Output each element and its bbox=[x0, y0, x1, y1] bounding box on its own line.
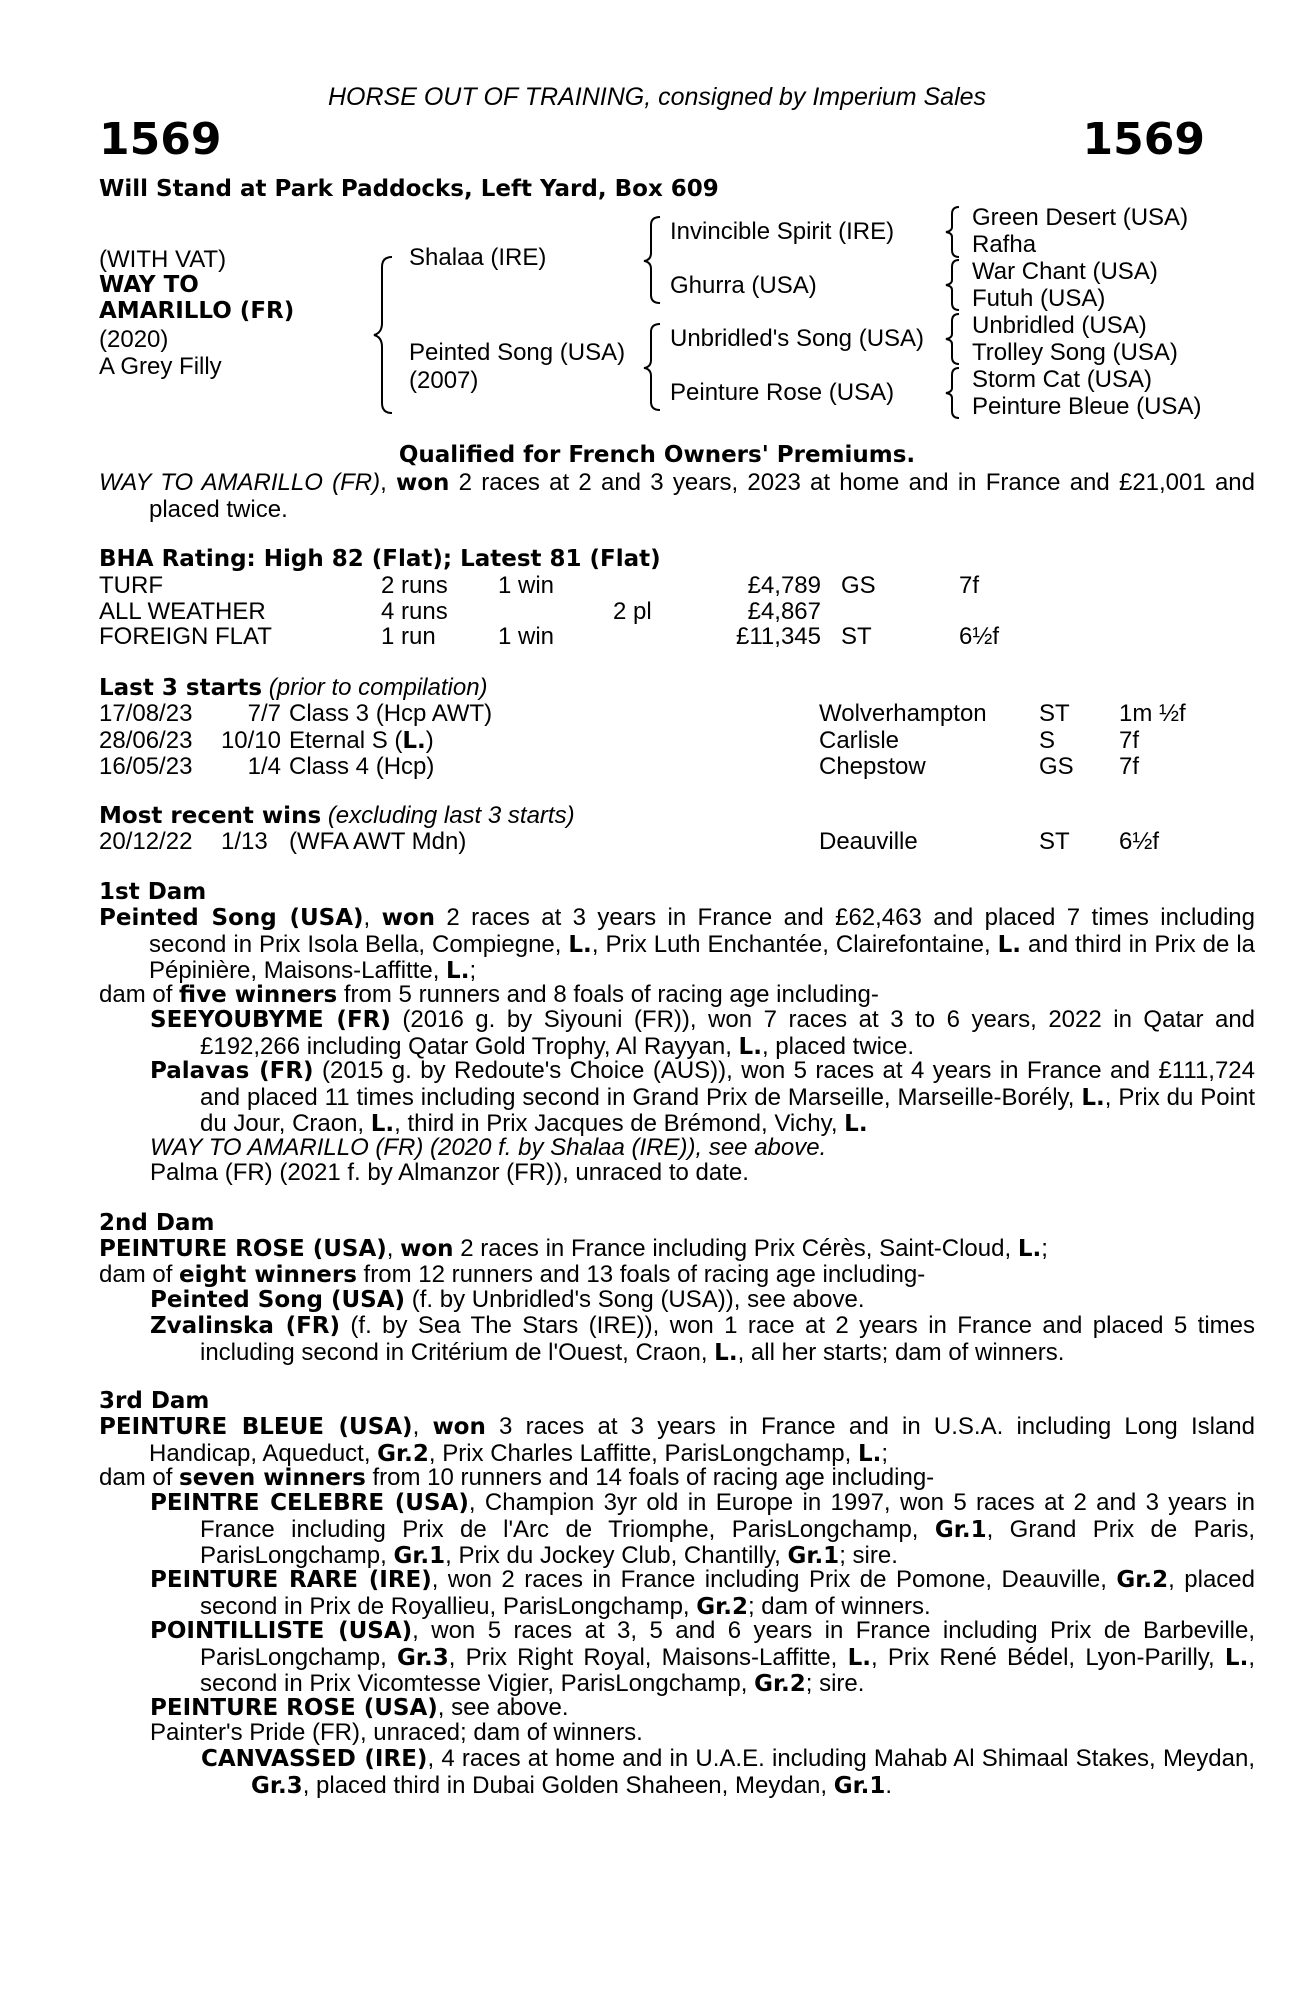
summary-horse-name: WAY TO AMARILLO (FR) bbox=[99, 469, 381, 496]
horse-year: (2020) bbox=[99, 326, 169, 353]
pedigree-sire-sire: Invincible Spirit (IRE) bbox=[670, 218, 895, 245]
lot-number-right: 1569 bbox=[1082, 114, 1205, 165]
ratings-table bbox=[99, 573, 1019, 650]
dam1-record: Peinted Song (USA), won 2 races at 3 years in France and £62,463 and placed 7 times including second in Prix Isola Bella, Compiegne, L., Prix Luth Enchantée, Clairefontaine, L. and third in Prix de la Pépinière, Maisons-Laffitte, L.; bbox=[99, 904, 1256, 985]
last3-table bbox=[99, 701, 1209, 781]
table-row: 17/08/23 7/7 Class 3 (Hcp AWT) Wolverhampton ST 1m ½f bbox=[99, 700, 1186, 727]
dam1-progeny-3: WAY TO AMARILLO (FR) (2020 f. by Shalaa (IRE)), see above. bbox=[150, 1134, 827, 1161]
last3-heading: Last 3 starts (prior to compilation) bbox=[99, 674, 488, 701]
pedigree-dam-sire: Unbridled's Song (USA) bbox=[670, 325, 925, 352]
dam1-progeny-4: Palma (FR) (2021 f. by Almanzor (FR)), unraced to date. bbox=[150, 1159, 749, 1186]
horse-description: A Grey Filly bbox=[99, 353, 222, 380]
premiums-note: Qualified for French Owners' Premiums. bbox=[398, 442, 916, 468]
pedigree-brace-g12 bbox=[942, 205, 964, 259]
dam3-heading: 3rd Dam bbox=[99, 1388, 210, 1414]
pedigree-brace-sire bbox=[640, 215, 666, 305]
pedigree-g1: Green Desert (USA) bbox=[972, 204, 1189, 231]
horse-name-line2: AMARILLO (FR) bbox=[99, 298, 295, 324]
ratings-heading: BHA Rating: High 82 (Flat); Latest 81 (Flat) bbox=[99, 546, 661, 572]
summary-won: won bbox=[395, 470, 450, 496]
dam1-progeny-2: Palavas (FR) (2015 g. by Redoute's Choice (AUS)), won 5 races at 4 years in France and £111,724 and placed 11 times including second in Grand Prix de Marseille, Marseille-Borély, L., Prix du Point du Jour, Craon, L., third in Prix Jacques de Brémond, Vichy, L. bbox=[150, 1057, 1255, 1138]
table-row: ALL WEATHER 4 runs 2 pl £4,867 bbox=[99, 597, 821, 625]
pedigree-g8: Peinture Bleue (USA) bbox=[972, 393, 1202, 420]
stand-location: Will Stand at Park Paddocks, Left Yard, Box 609 bbox=[99, 176, 719, 202]
pedigree-g2: Rafha bbox=[972, 231, 1037, 258]
dam3-progeny-2: PEINTURE RARE (IRE), won 2 races in France including Prix de Pomone, Deauville, Gr.2, placed second in Prix de Royallieu, ParisLongchamp, Gr.2; dam of winners. bbox=[150, 1566, 1255, 1620]
dam1-heading: 1st Dam bbox=[99, 879, 207, 905]
dam3-progeny-1: PEINTRE CELEBRE (USA), Champion 3yr old in Europe in 1997, won 5 races at 2 and 3 years in France including Prix de l'Arc de Triomphe, ParisLongchamp, Gr.1, Grand Prix de Paris, ParisLongchamp, Gr.1, Prix du Jockey Club, Chantilly, Gr.1; sire. bbox=[150, 1489, 1255, 1570]
lot-number-left: 1569 bbox=[99, 114, 222, 165]
pedigree-dam-dam: Peinture Rose (USA) bbox=[670, 379, 895, 406]
pedigree-g4: Futuh (USA) bbox=[972, 285, 1106, 312]
table-row: FOREIGN FLAT 1 run 1 win £11,345 ST 6½f bbox=[99, 623, 1000, 651]
dam2-progeny-1: Peinted Song (USA) (f. by Unbridled's Song (USA)), see above. bbox=[150, 1286, 865, 1313]
dam1-dam-of: dam of five winners from 5 runners and 8 foals of racing age including- bbox=[99, 981, 879, 1008]
dam1-progeny-1: SEEYOUBYME (FR) (2016 g. by Siyouni (FR)), won 7 races at 3 to 6 years, 2022 in Qatar and £192,266 including Qatar Gold Trophy, Al Rayyan, L., placed twice. bbox=[150, 1006, 1256, 1060]
dam3-progeny-3: POINTILLISTE (USA), won 5 races at 3, 5 and 6 years in France including Prix de Barbeville, ParisLongchamp, Gr.3, Prix Right Royal, Maisons-Laffitte, L., Prix René Bédel, Lyon-Parilly, L., second in Prix Vicomtesse Vigier, ParisLongchamp, Gr.2; sire. bbox=[150, 1617, 1255, 1698]
pedigree-sire-dam: Ghurra (USA) bbox=[670, 272, 817, 299]
table-row: 20/12/22 1/13 (WFA AWT Mdn) Deauville ST 6½f bbox=[99, 828, 1160, 855]
dam3-progeny-4: PEINTURE ROSE (USA), see above. bbox=[150, 1694, 569, 1721]
recent-wins-table bbox=[99, 829, 1209, 855]
consignment-line: HORSE OUT OF TRAINING, consigned by Imperium Sales bbox=[327, 83, 987, 111]
dam3-progeny-6: CANVASSED (IRE), 4 races at home and in U.A.E. including Mahab Al Shimaal Stakes, Meydan, Gr.3, placed third in Dubai Golden Shaheen, Meydan, Gr.1. bbox=[201, 1745, 1255, 1799]
table-row: TURF 2 runs 1 win £4,789 GS 7f bbox=[99, 572, 980, 599]
pedigree-brace-main bbox=[370, 255, 400, 415]
pedigree-g5: Unbridled (USA) bbox=[972, 312, 1147, 339]
pedigree-brace-g78 bbox=[942, 366, 964, 420]
dam3-progeny-5: Painter's Pride (FR), unraced; dam of winners. bbox=[150, 1719, 643, 1746]
table-row: 28/06/23 10/10 Eternal S (L.) Carlisle S 7f bbox=[99, 726, 1140, 754]
dam3-dam-of: dam of seven winners from 10 runners and 14 foals of racing age including- bbox=[99, 1464, 935, 1491]
pedigree-brace-g34 bbox=[942, 258, 964, 312]
pedigree-g3: War Chant (USA) bbox=[972, 258, 1158, 285]
vat-label: (WITH VAT) bbox=[99, 246, 227, 273]
pedigree-g6: Trolley Song (USA) bbox=[972, 339, 1178, 366]
horse-summary: WAY TO AMARILLO (FR), won 2 races at 2 and 3 years, 2023 at home and in France and £21,001 and placed twice. bbox=[99, 469, 1256, 523]
dam2-dam-of: dam of eight winners from 12 runners and 13 foals of racing age including- bbox=[99, 1261, 926, 1288]
pedigree-dam: Peinted Song (USA) bbox=[409, 339, 626, 366]
pedigree-brace-g56 bbox=[942, 312, 964, 366]
pedigree-brace-dam bbox=[640, 322, 666, 412]
pedigree-g7: Storm Cat (USA) bbox=[972, 366, 1153, 393]
dam2-progeny-2: Zvalinska (FR) (f. by Sea The Stars (IRE)), won 1 race at 2 years in France and placed 5 times including second in Critérium de l'Ouest, Craon, L., all her starts; dam of winners. bbox=[150, 1312, 1255, 1366]
pedigree-dam-year: (2007) bbox=[409, 367, 479, 394]
recent-wins-heading: Most recent wins (excluding last 3 starts) bbox=[99, 802, 575, 829]
horse-name-line1: WAY TO bbox=[99, 272, 199, 298]
dam3-record: PEINTURE BLEUE (USA), won 3 races at 3 years in France and in U.S.A. including Long Island Handicap, Aqueduct, Gr.2, Prix Charles Laffitte, ParisLongchamp, L.; bbox=[99, 1413, 1256, 1467]
dam2-heading: 2nd Dam bbox=[99, 1210, 215, 1236]
dam2-record: PEINTURE ROSE (USA), won 2 races in France including Prix Cérès, Saint-Cloud, L.; bbox=[99, 1235, 1048, 1262]
table-row: 16/05/23 1/4 Class 4 (Hcp) Chepstow GS 7f bbox=[99, 753, 1140, 781]
pedigree-sire: Shalaa (IRE) bbox=[409, 244, 547, 271]
